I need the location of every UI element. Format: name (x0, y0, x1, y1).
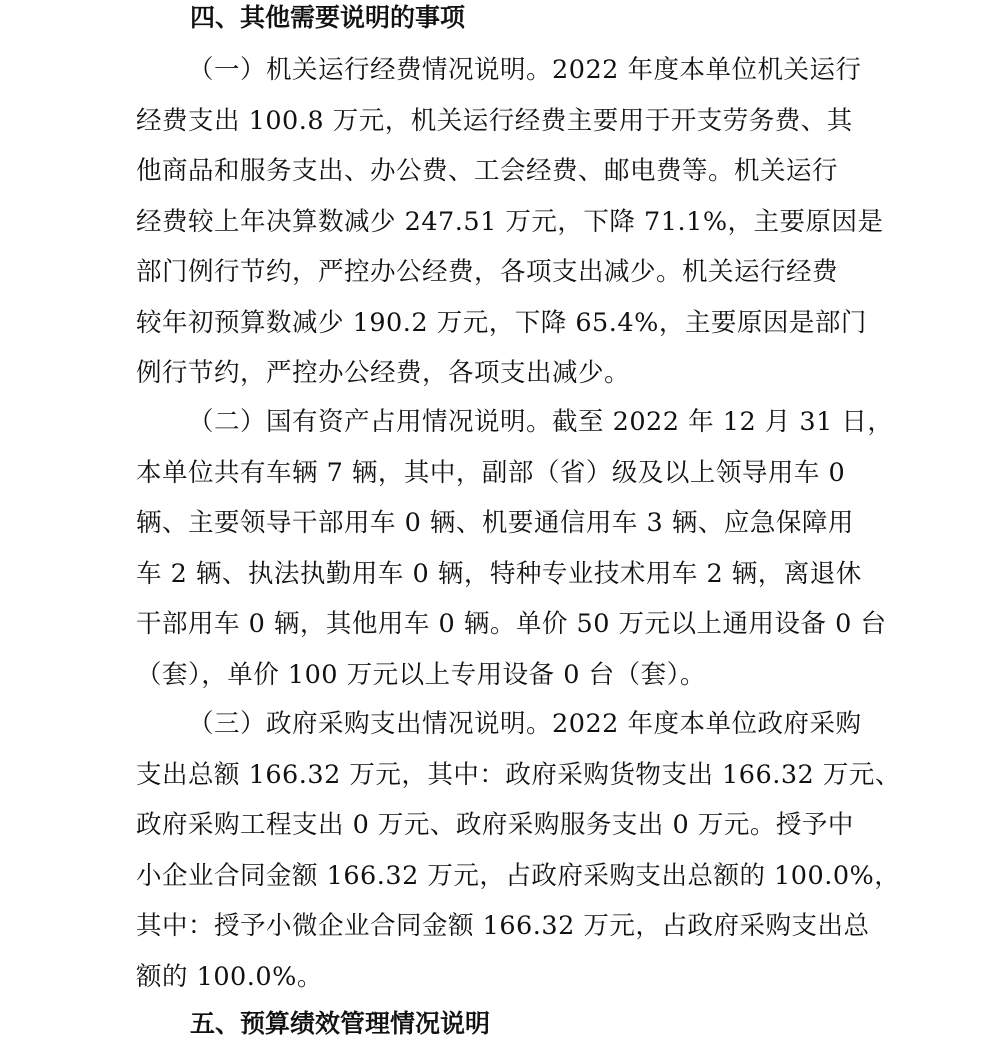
paragraph-state-assets (136, 397, 896, 700)
paragraph-operating-expenses (136, 45, 896, 399)
paragraph-line: 干部用车 0 辆，其他用车 0 辆。单价 50 万元以上通用设备 0 台 (136, 609, 887, 639)
paragraph-line: 例行节约，严控办公经费，各项支出减少。 (136, 358, 631, 388)
section-heading-performance-management: 五、预算绩效管理情况说明 (190, 1009, 491, 1038)
paragraph-line: 部门例行节约，严控办公经费，各项支出减少。机关运行经费 (136, 257, 839, 287)
paragraph-line: 他商品和服务支出、办公费、工会经费、邮电费等。机关运行 (136, 156, 839, 186)
paragraph-line: 经费较上年决算数减少 247.51 万元，下降 71.1%，主要原因是 (136, 206, 884, 237)
paragraph-line: （一）机关运行经费情况说明。2022 年度本单位机关运行 (188, 55, 862, 85)
paragraph-line: 本单位共有车辆 7 辆，其中，副部（省）级及以上领导用车 0 (136, 457, 846, 488)
paragraph-line: 车 2 辆、执法执勤用车 0 辆，特种专业技术用车 2 辆，离退休 (136, 558, 862, 589)
paragraph-line: 小企业合同金额 166.32 万元，占政府采购支出总额的 100.0%， (136, 860, 901, 891)
paragraph-line: 支出总额 166.32 万元，其中：政府采购货物支出 166.32 万元、 (136, 759, 901, 790)
paragraph-line: 政府采购工程支出 0 万元、政府采购服务支出 0 万元。授予中 (136, 810, 854, 840)
paragraph-line: （三）政府采购支出情况说明。2022 年度本单位政府采购 (188, 709, 862, 739)
paragraph-line: （二）国有资产占用情况说明。截至 2022 年 12 月 31 日， (188, 407, 894, 437)
paragraph-government-procurement (136, 699, 901, 1002)
paragraph-line: 额的 100.0%。 (136, 961, 323, 992)
paragraph-line: 经费支出 100.8 万元，机关运行经费主要用于开支劳务费、其 (136, 105, 853, 136)
paragraph-line: （套），单价 100 万元以上专用设备 0 台（套）。 (136, 659, 706, 690)
section-heading-other-matters: 四、其他需要说明的事项 (190, 3, 466, 32)
paragraph-line: 较年初预算数减少 190.2 万元，下降 65.4%，主要原因是部门 (136, 307, 867, 338)
paragraph-line: 辆、主要领导干部用车 0 辆、机要通信用车 3 辆、应急保障用 (136, 508, 854, 538)
paragraph-line: 其中：授予小微企业合同金额 166.32 万元，占政府采购支出总 (136, 911, 870, 941)
